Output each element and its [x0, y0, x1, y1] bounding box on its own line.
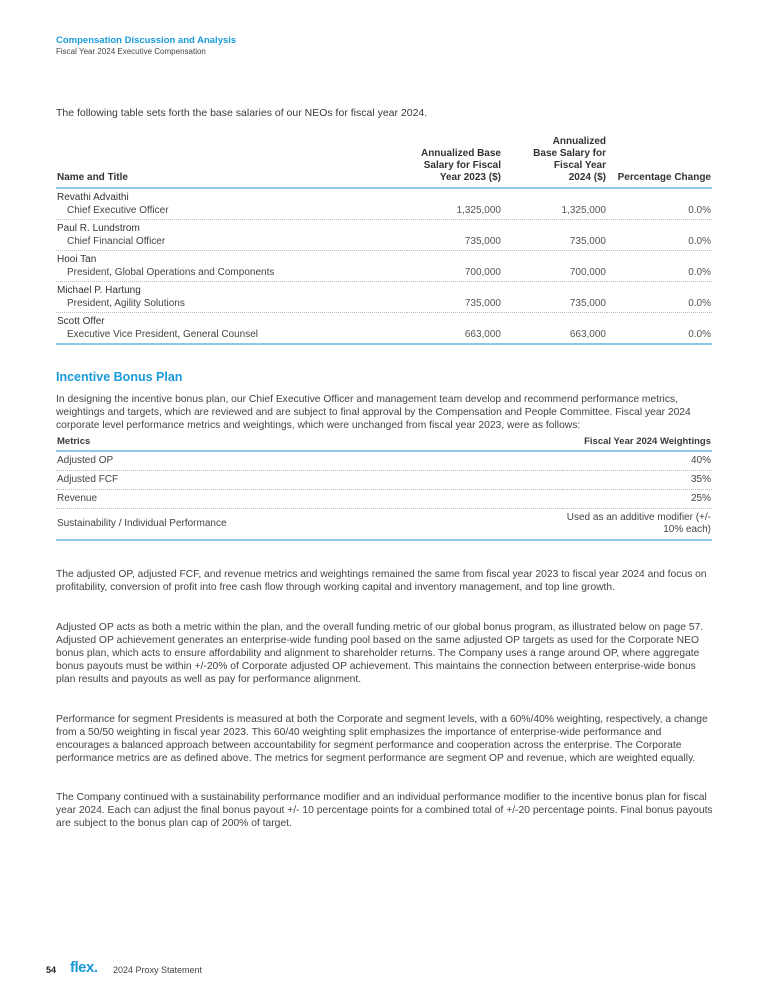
page-number: 54	[46, 965, 57, 975]
neo-title: Chief Executive Officer	[67, 205, 169, 216]
fy2023-salary: 735,000	[407, 282, 502, 313]
name-title-cell	[56, 313, 407, 345]
metric-row	[56, 451, 712, 471]
neo-name: Paul R. Lundstrom	[57, 223, 140, 234]
name-title-cell	[56, 282, 407, 313]
salary-row	[56, 282, 712, 313]
neo-title: Chief Financial Officer	[67, 236, 166, 247]
metric-row	[56, 471, 712, 490]
name-title-cell	[56, 251, 407, 282]
paragraph: Performance for segment Presidents is measured at both the Corporate and segment levels, with a 60%/40% weighting, respectively, a change from a 50/50 weighting in fiscal year 2023. This 60/40 weighting split emphasizes the importance of enterprise-wide performance and encourages a balanced approach between accountability for segment performance and cooperation across the enterprise. The Corporate performance metrics are as defined above. The metrics for segment performance are segment OP and revenue, which are weighted equally.	[56, 714, 708, 764]
salary-row	[56, 220, 712, 251]
percentage-change: 0.0%	[607, 313, 712, 345]
fy2024-salary: 1,325,000	[502, 188, 607, 220]
metric-weighting: 25%	[562, 490, 712, 509]
salary-row	[56, 188, 712, 220]
neo-name: Michael P. Hartung	[57, 285, 141, 296]
percentage-change: 0.0%	[607, 188, 712, 220]
fy2024-salary: 735,000	[502, 220, 607, 251]
col-header-change: Percentage Change	[607, 136, 712, 188]
col-header-weightings: Fiscal Year 2024 Weightings	[562, 434, 712, 451]
col-header-metrics: Metrics	[56, 434, 562, 451]
fy2024-salary: 735,000	[502, 282, 607, 313]
neo-title: President, Global Operations and Components	[67, 267, 275, 278]
salary-row	[56, 313, 712, 345]
paragraph: The Company continued with a sustainability performance modifier and an individual performance modifier to the incentive bonus plan for fiscal year 2024. Each can adjust the final bonus payout +/- 10 percentage points for a combined total of +/-20 percentage points. Final bonus payouts are subject to the bonus plan cap of 200% of target.	[56, 792, 713, 829]
neo-name: Revathi Advaithi	[57, 192, 129, 203]
fy2023-salary: 1,325,000	[407, 188, 502, 220]
incentive-bonus-heading: Incentive Bonus Plan	[56, 370, 183, 384]
flex-logo: flex.	[70, 959, 98, 976]
fy2024-salary: 663,000	[502, 313, 607, 345]
metric-name: Sustainability / Individual Performance	[56, 509, 562, 541]
col-header-fy2023: Annualized Base Salary for Fiscal Year 2023 ($)	[407, 136, 502, 188]
percentage-change: 0.0%	[607, 220, 712, 251]
percentage-change: 0.0%	[607, 282, 712, 313]
metric-weighting: 35%	[562, 471, 712, 490]
metric-name: Revenue	[56, 490, 562, 509]
name-title-cell	[56, 188, 407, 220]
col-header-fy2024: Annualized Base Salary for Fiscal Year 2024 ($)	[502, 136, 607, 188]
base-salary-table	[56, 136, 712, 345]
percentage-change: 0.0%	[607, 251, 712, 282]
paragraph: In designing the incentive bonus plan, our Chief Executive Officer and management team develop and recommend performance metrics, weightings and targets, which are reviewed and are subject to final approval by the Compensation and People Committee. Fiscal year 2024 corporate level performance metrics and weightings, which were unchanged from fiscal year 2023, were as follows:	[56, 394, 691, 431]
metric-name: Adjusted OP	[56, 451, 562, 471]
metric-row	[56, 490, 712, 509]
name-title-cell	[56, 220, 407, 251]
col-header-name: Name and Title	[56, 136, 407, 188]
intro-text: The following table sets forth the base salaries of our NEOs for fiscal year 2024.	[56, 107, 428, 119]
paragraph: The adjusted OP, adjusted FCF, and revenue metrics and weightings remained the same from fiscal year 2023 to fiscal year 2024 and focus on profitability, conversion of profit into free cash flow through working capital and inventory management, and top line growth.	[56, 569, 707, 593]
neo-name: Hooi Tan	[57, 254, 97, 265]
fy2023-salary: 735,000	[407, 220, 502, 251]
document-title: 2024 Proxy Statement	[113, 965, 203, 975]
paragraph: Adjusted OP acts as both a metric within the plan, and the overall funding metric of our global bonus program, as illustrated below on page 57. Adjusted OP achievement generates an enterprise-wide funding pool based on the same adjusted OP targets as used for the Corporate NEO bonus plan, which acts to ensure affordability and alignment to shareholder returns. The Company uses a range around OP, where aggregate bonus payouts must be within +/-20% of Corporate adjusted OP achievement. This maintains the connection between enterprise-wide bonus plan results and payouts as well as pay for performance alignment.	[56, 622, 704, 685]
fy2024-salary: 700,000	[502, 251, 607, 282]
fy2023-salary: 700,000	[407, 251, 502, 282]
salary-row	[56, 251, 712, 282]
neo-title: President, Agility Solutions	[67, 298, 185, 309]
metrics-table	[56, 434, 712, 541]
neo-name: Scott Offer	[57, 316, 105, 327]
fy2023-salary: 663,000	[407, 313, 502, 345]
metric-row	[56, 509, 712, 541]
metric-name: Adjusted FCF	[56, 471, 562, 490]
section-title: Compensation Discussion and Analysis	[56, 35, 237, 46]
subsection-title: Fiscal Year 2024 Executive Compensation	[56, 47, 206, 56]
metric-weighting: 40%	[562, 451, 712, 471]
neo-title: Executive Vice President, General Counsel	[67, 329, 259, 340]
metric-weighting: Used as an additive modifier (+/- 10% each)	[562, 509, 712, 541]
